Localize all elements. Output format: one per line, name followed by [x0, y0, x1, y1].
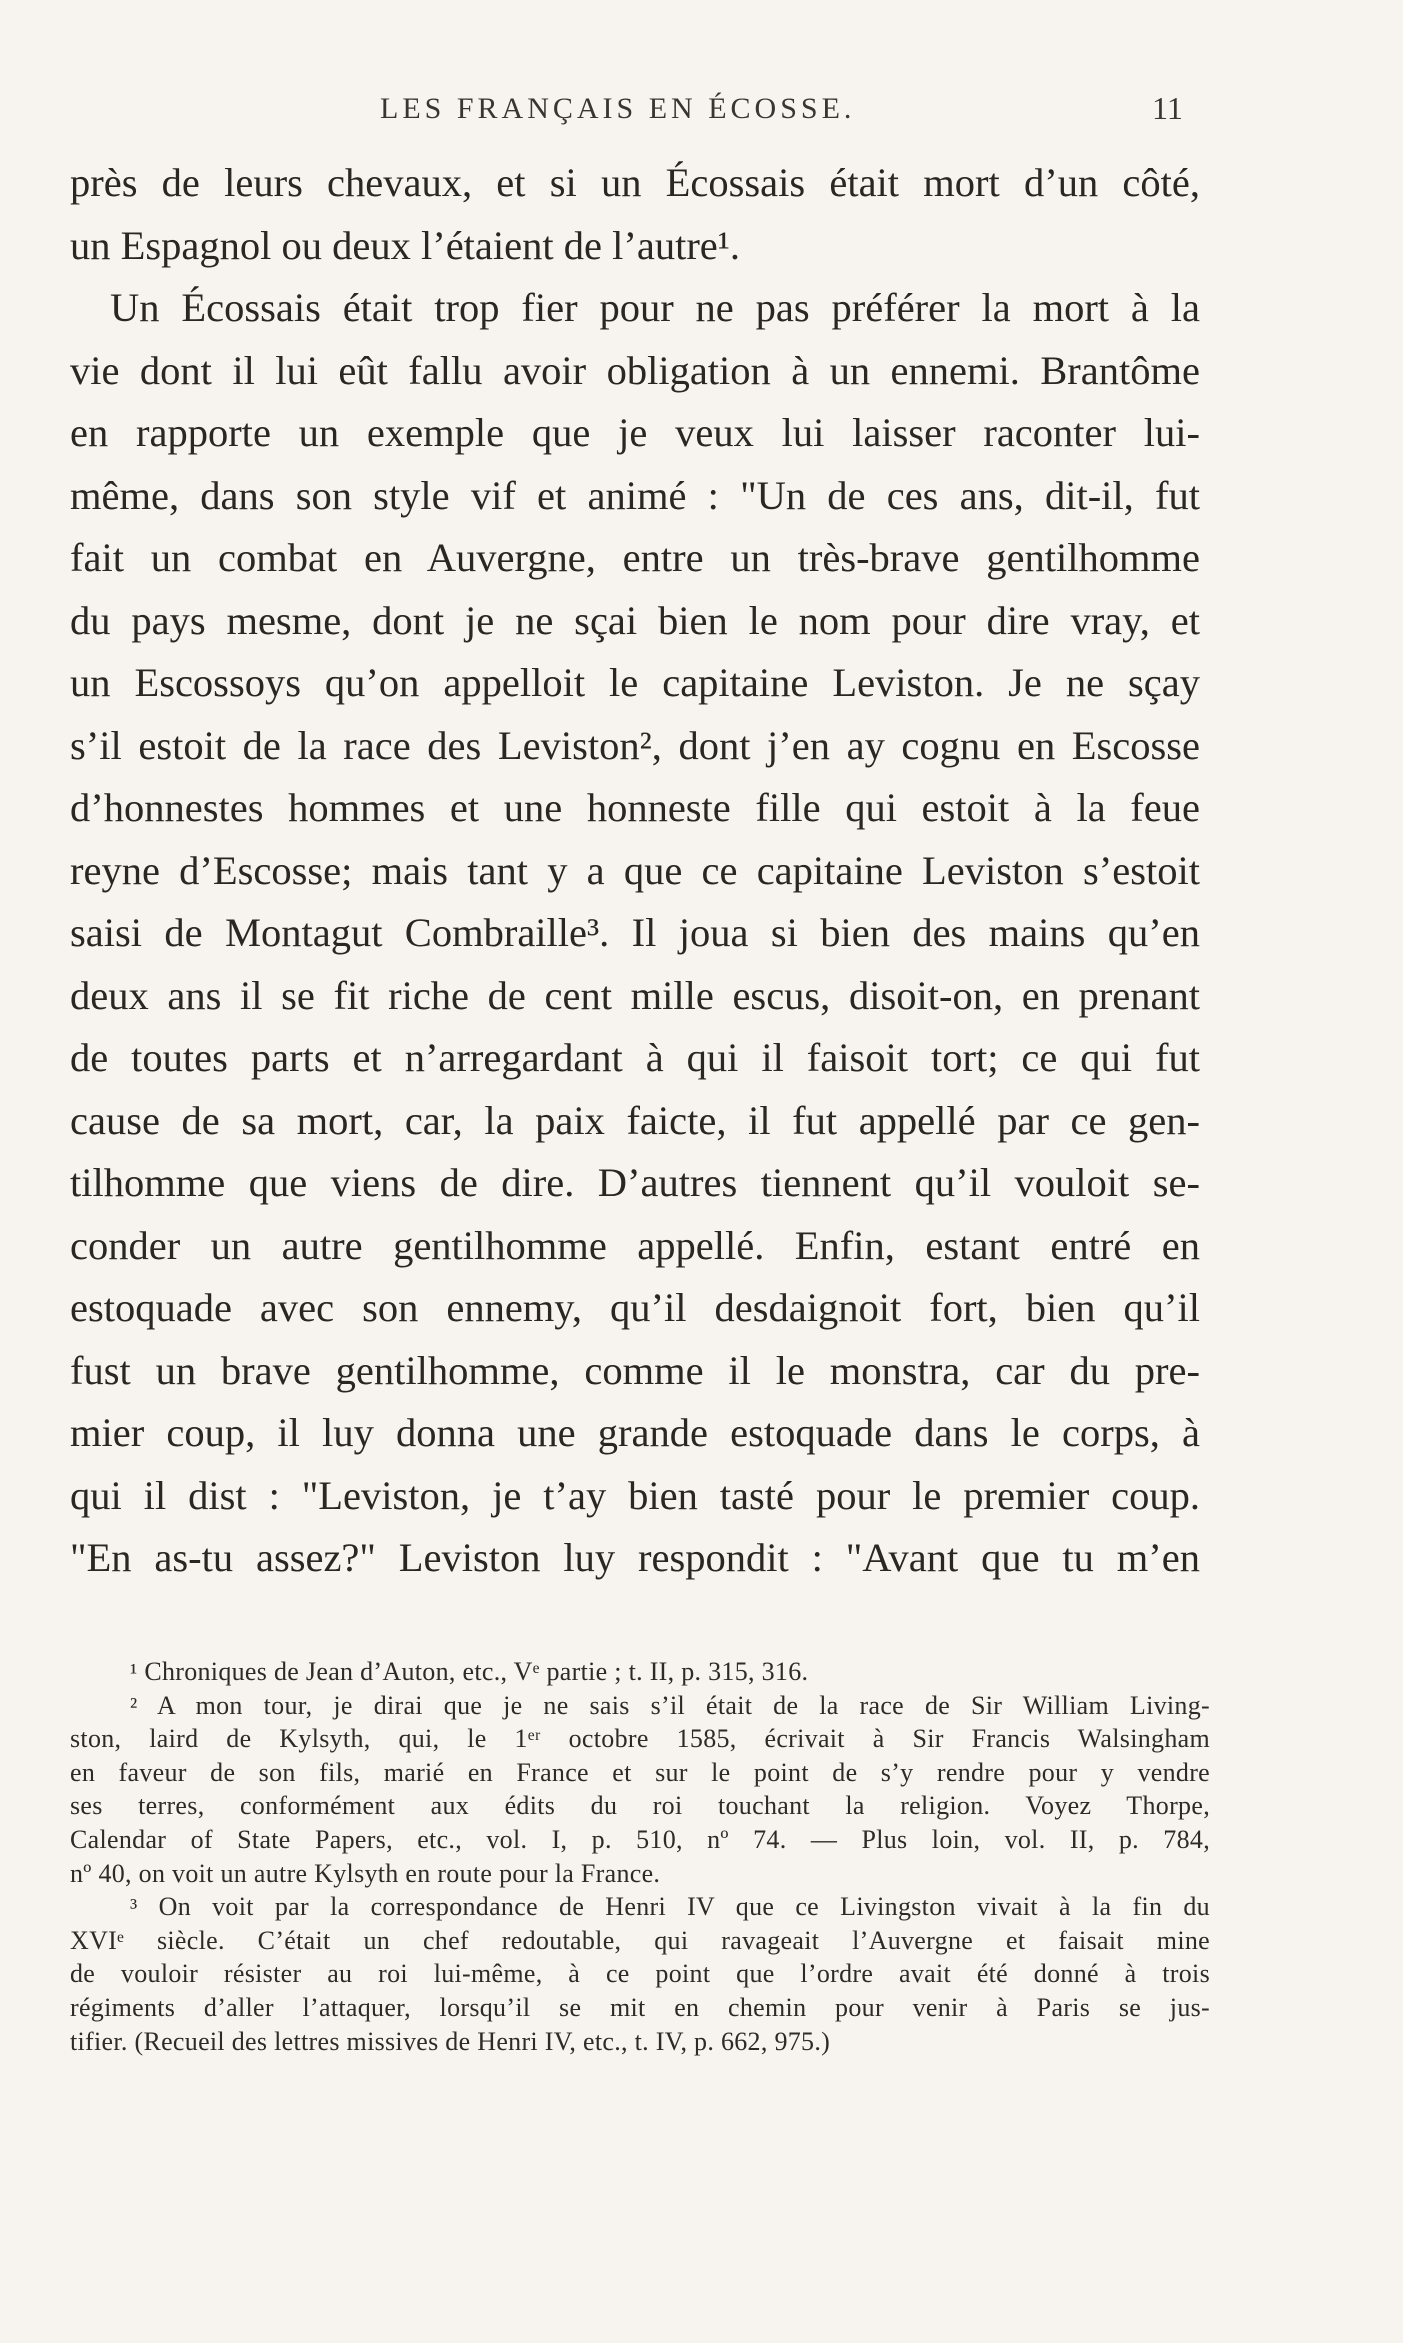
footnote-line: Chroniques de Jean d’Auton, etc., Vᵉ partie ; t. II, p. 315, 316.	[144, 1657, 809, 1686]
footnote-line: ses terres, conformément aux édits du roi touchant la religion. Voyez Thorpe,	[70, 1791, 1210, 1821]
main-text	[70, 152, 1200, 1590]
text-line: du pays mesme, dont je ne sçai bien le nom pour dire vray, et	[70, 597, 1200, 643]
text-line: même, dans son style vif et animé : "Un de ces ans, dit-il, fut	[70, 472, 1200, 518]
footnote-line: régiments d’aller l’attaquer, lorsqu’il se mit en chemin pour venir à Paris se jus-	[70, 1992, 1210, 2022]
text-line: "En as-tu assez?" Leviston luy respondit : "Avant que tu m’en	[70, 1535, 1200, 1580]
footnote-1	[70, 1655, 1210, 1689]
text-line: un Espagnol ou deux l’étaient de l’autre¹.	[70, 222, 741, 268]
footnote-marker: ²	[130, 1693, 138, 1720]
running-title: LES FRANÇAIS EN ÉCOSSE.	[380, 92, 856, 125]
footnote-3	[70, 1890, 1210, 1924]
text-line: de toutes parts et n’arregardant à qui il faisoit tort; ce qui fut	[70, 1035, 1200, 1080]
text-line: tilhomme que viens de dire. D’autres tiennent qu’il vouloit se-	[70, 1160, 1200, 1205]
footnote-line: nº 40, on voit un autre Kylsyth en route pour la France.	[70, 1858, 661, 1888]
text-line: vie dont il lui eût fallu avoir obligation à un ennemi. Brantôme	[70, 347, 1200, 393]
footnote-line: A mon tour, je dirai que je ne sais s’il était de la race de Sir William Living-	[157, 1690, 1210, 1720]
text-line: d’honnestes hommes et une honneste fille qui estoit à la feue	[70, 785, 1200, 830]
text-line: cause de sa mort, car, la paix faicte, il fut appellé par ce gen-	[70, 1097, 1200, 1143]
footnotes	[70, 1655, 1210, 2058]
footnote-marker: ¹	[130, 1660, 138, 1686]
text-line: saisi de Montagut Combraille³. Il joua si bien des mains qu’en	[70, 910, 1200, 955]
text-line: fait un combat en Auvergne, entre un très-brave gentilhomme	[70, 535, 1200, 580]
footnote-line: en faveur de son fils, marié en France et sur le point de s’y rendre pour y vendre	[70, 1757, 1210, 1787]
footnote-2	[70, 1689, 1210, 1723]
footnote-line: On voit par la correspondance de Henri IV que ce Livingston vivait à la fin du	[158, 1892, 1210, 1922]
text-line: s’il estoit de la race des Leviston², dont j’en ay cognu en Escosse	[70, 722, 1200, 768]
text-line: mier coup, il luy donna une grande estoquade dans le corps, à	[70, 1410, 1200, 1455]
text-line: estoquade avec son ennemy, qu’il desdaignoit fort, bien qu’il	[70, 1285, 1200, 1330]
footnote-line: ston, laird de Kylsyth, qui, le 1ᵉʳ octobre 1585, écrivait à Sir Francis Walsingham	[70, 1724, 1210, 1754]
footnote-line: de vouloir résister au roi lui-même, à ce point que l’ordre avait été donné à trois	[70, 1959, 1210, 1989]
page-number: 11	[1152, 90, 1183, 126]
text-line: deux ans il se fit riche de cent mille escus, disoit-on, en prenant	[70, 972, 1200, 1018]
text-line: conder un autre gentilhomme appellé. Enfin, estant entré en	[70, 1222, 1200, 1268]
footnote-line: tifier. (Recueil des lettres missives de Henri IV, etc., t. IV, p. 662, 975.)	[70, 2026, 831, 2056]
footnote-line: Calendar of State Papers, etc., vol. I, p. 510, nº 74. — Plus loin, vol. II, p. 784,	[70, 1824, 1210, 1854]
text-line: fust un brave gentilhomme, comme il le monstra, car du pre-	[70, 1347, 1200, 1393]
footnote-marker: ³	[130, 1895, 138, 1922]
text-line: Un Écossais était trop fier pour ne pas préférer la mort à la	[110, 285, 1200, 330]
text-line: en rapporte un exemple que je veux lui laisser raconter lui-	[70, 410, 1200, 455]
text-line: reyne d’Escosse; mais tant y a que ce capitaine Leviston s’estoit	[70, 847, 1200, 893]
footnote-line: XVIᵉ siècle. C’était un chef redoutable, qui ravageait l’Auvergne et faisait mine	[70, 1925, 1210, 1955]
text-line: qui il dist : "Leviston, je t’ay bien tasté pour le premier coup.	[70, 1472, 1200, 1518]
text-line: un Escossoys qu’on appelloit le capitaine Leviston. Je ne sçay	[70, 660, 1200, 705]
text-line: près de leurs chevaux, et si un Écossais était mort d’un côté,	[70, 160, 1200, 205]
